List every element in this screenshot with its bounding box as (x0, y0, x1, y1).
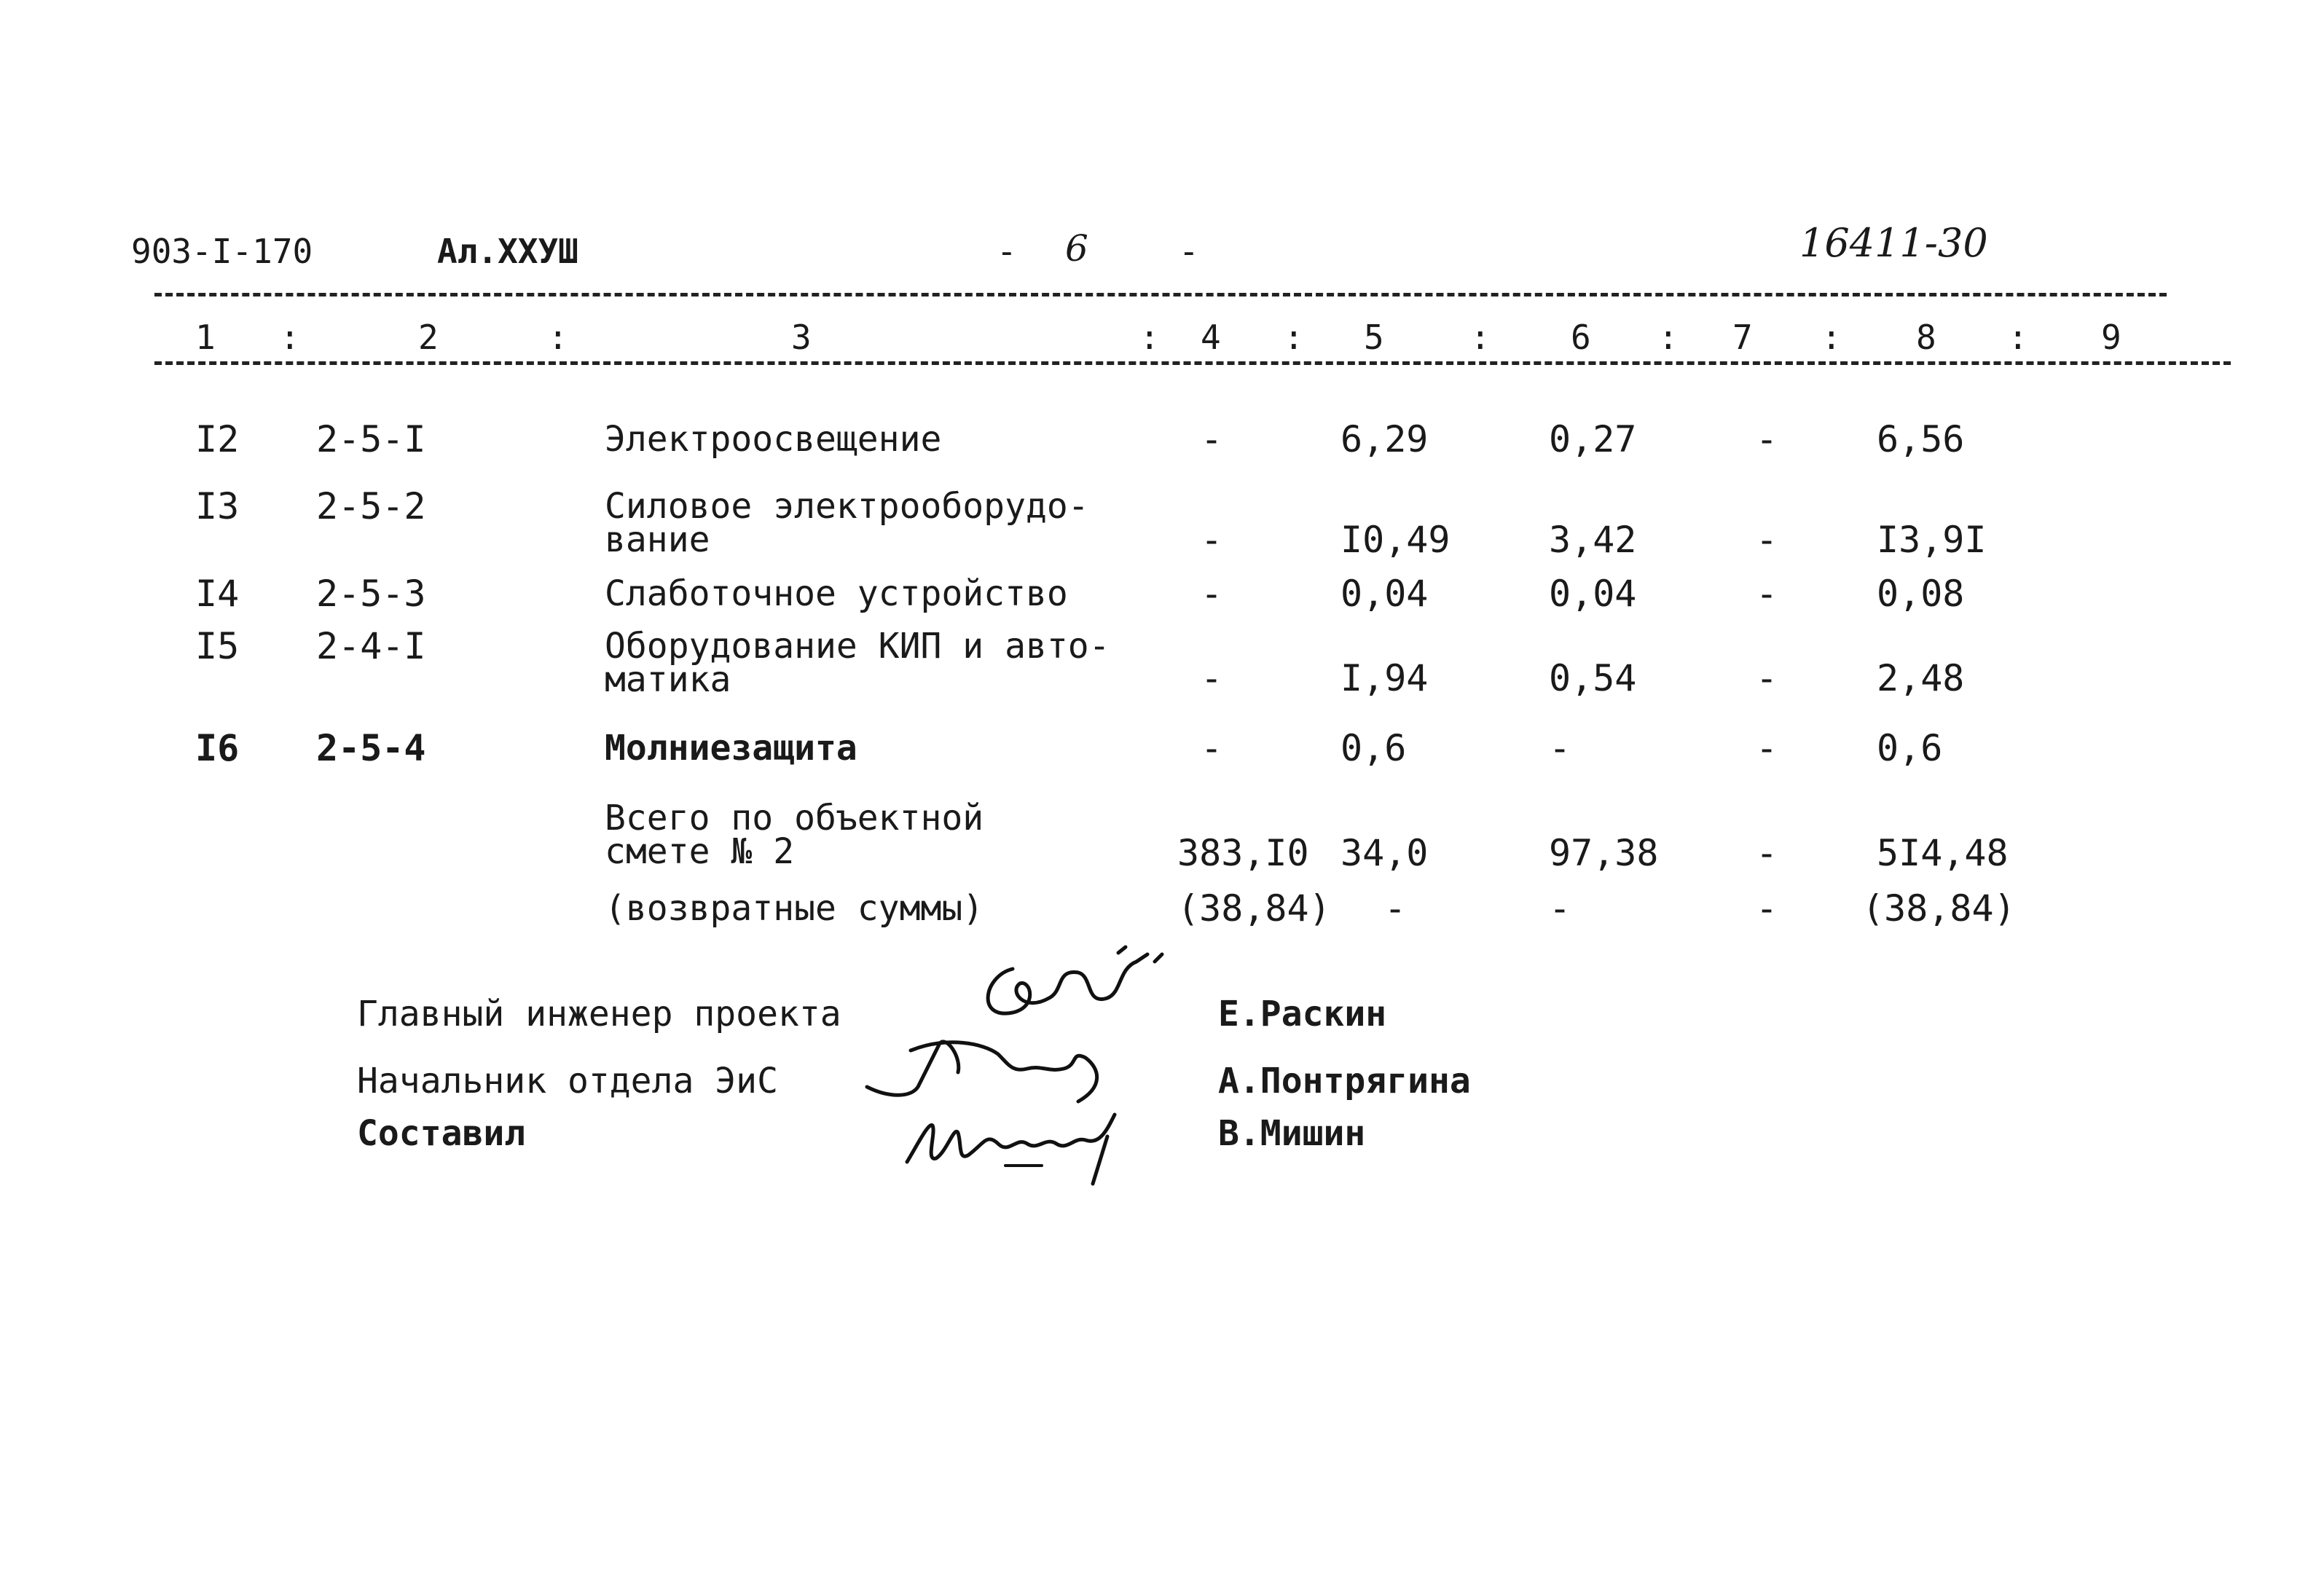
cell-col6: - (1549, 727, 1571, 769)
signatory-name: А.Понтрягина (1218, 1061, 1471, 1101)
row-number: I2 (195, 418, 240, 460)
row-number: I3 (195, 485, 240, 527)
cell-col4: - (1201, 418, 1223, 460)
handwritten-signature-3 (896, 1093, 1137, 1187)
total-col5: 34,0 (1340, 832, 1429, 874)
cell-col4: - (1201, 573, 1223, 615)
row-number: I5 (195, 625, 240, 667)
cell-col7: - (1756, 519, 1778, 561)
refund-col6: - (1549, 887, 1571, 930)
signatory-name: Е.Раскин (1218, 994, 1387, 1034)
col-num-7: 7 (1732, 318, 1753, 357)
refund-col5: - (1384, 887, 1407, 930)
cell-col6: 0,54 (1549, 657, 1637, 699)
row-code: 2-4-I (316, 625, 426, 667)
album-label: Ал.XXУШ (437, 232, 578, 271)
page-number: 6 (1065, 227, 1088, 270)
cell-col8: 6,56 (1877, 418, 1965, 460)
cell-col4: - (1201, 727, 1223, 769)
cell-col8: 0,08 (1877, 573, 1965, 615)
col-num-5: 5 (1364, 318, 1384, 357)
col-separator: : (1821, 318, 1842, 357)
signatory-name: В.Мишин (1218, 1113, 1366, 1154)
row-description: Силовое электрооборудо- вание (605, 486, 1089, 560)
col-num-4: 4 (1201, 318, 1221, 357)
row-description: Молниезащита (605, 728, 857, 769)
total-col4: 383,I0 (1177, 832, 1309, 874)
cell-col5: I,94 (1340, 657, 1429, 699)
cell-col8: I3,9I (1877, 519, 1987, 561)
cell-col4: - (1201, 657, 1223, 699)
col-num-6: 6 (1571, 318, 1591, 357)
refund-col8: (38,84) (1862, 887, 2016, 930)
row-description: Слаботочное устройство (605, 573, 1068, 614)
cell-col6: 0,27 (1549, 418, 1637, 460)
cell-col7: - (1756, 573, 1778, 615)
signatory-title: Главный инженер проекта (357, 994, 841, 1034)
col-num-9: 9 (2101, 318, 2121, 357)
cell-col6: 0,04 (1549, 573, 1637, 615)
col-separator: : (1284, 318, 1304, 357)
cell-col5: 6,29 (1340, 418, 1429, 460)
header-top-rule (154, 293, 2167, 296)
row-number: I6 (195, 727, 240, 769)
refund-col7: - (1756, 887, 1778, 930)
total-col8: 5I4,48 (1877, 832, 2009, 874)
header-bottom-rule (154, 361, 2231, 365)
cell-col4: - (1201, 519, 1223, 561)
col-separator: : (548, 318, 568, 357)
cell-col8: 0,6 (1877, 727, 1943, 769)
col-num-2: 2 (418, 318, 439, 357)
col-separator: : (1658, 318, 1679, 357)
total-description: Всего по объектной смете № 2 (605, 798, 984, 872)
col-separator: : (1139, 318, 1160, 357)
signatory-title: Составил (357, 1113, 526, 1154)
cell-col8: 2,48 (1877, 657, 1965, 699)
handwritten-signature-1 (969, 940, 1173, 1034)
cell-col6: 3,42 (1549, 519, 1637, 561)
row-code: 2-5-3 (316, 573, 426, 615)
col-separator: : (280, 318, 300, 357)
page-dash-left: - (997, 232, 1017, 271)
row-code: 2-5-4 (316, 727, 426, 769)
cell-col5: I0,49 (1340, 519, 1450, 561)
col-num-8: 8 (1916, 318, 1936, 357)
row-code: 2-5-2 (316, 485, 426, 527)
cell-col7: - (1756, 657, 1778, 699)
refund-col4: (38,84) (1177, 887, 1331, 930)
total-col7: - (1756, 832, 1778, 874)
refund-description: (возвратные суммы) (605, 888, 984, 929)
col-separator: : (2008, 318, 2028, 357)
row-description: Оборудование КИП и авто- матика (605, 626, 1110, 700)
doc-code: 903-I-170 (131, 232, 313, 271)
page-dash-right: - (1179, 232, 1199, 271)
signatory-title: Начальник отдела ЭиС (357, 1061, 778, 1101)
row-code: 2-5-I (316, 418, 426, 460)
cell-col7: - (1756, 727, 1778, 769)
row-description: Электроосвещение (605, 419, 942, 460)
cell-col5: 0,04 (1340, 573, 1429, 615)
col-num-3: 3 (791, 318, 812, 357)
handwritten-reference: 16411-30 (1799, 220, 1988, 266)
total-col6: 97,38 (1549, 832, 1659, 874)
row-number: I4 (195, 573, 240, 615)
cell-col5: 0,6 (1340, 727, 1407, 769)
col-num-1: 1 (195, 318, 216, 357)
col-separator: : (1470, 318, 1491, 357)
cell-col7: - (1756, 418, 1778, 460)
